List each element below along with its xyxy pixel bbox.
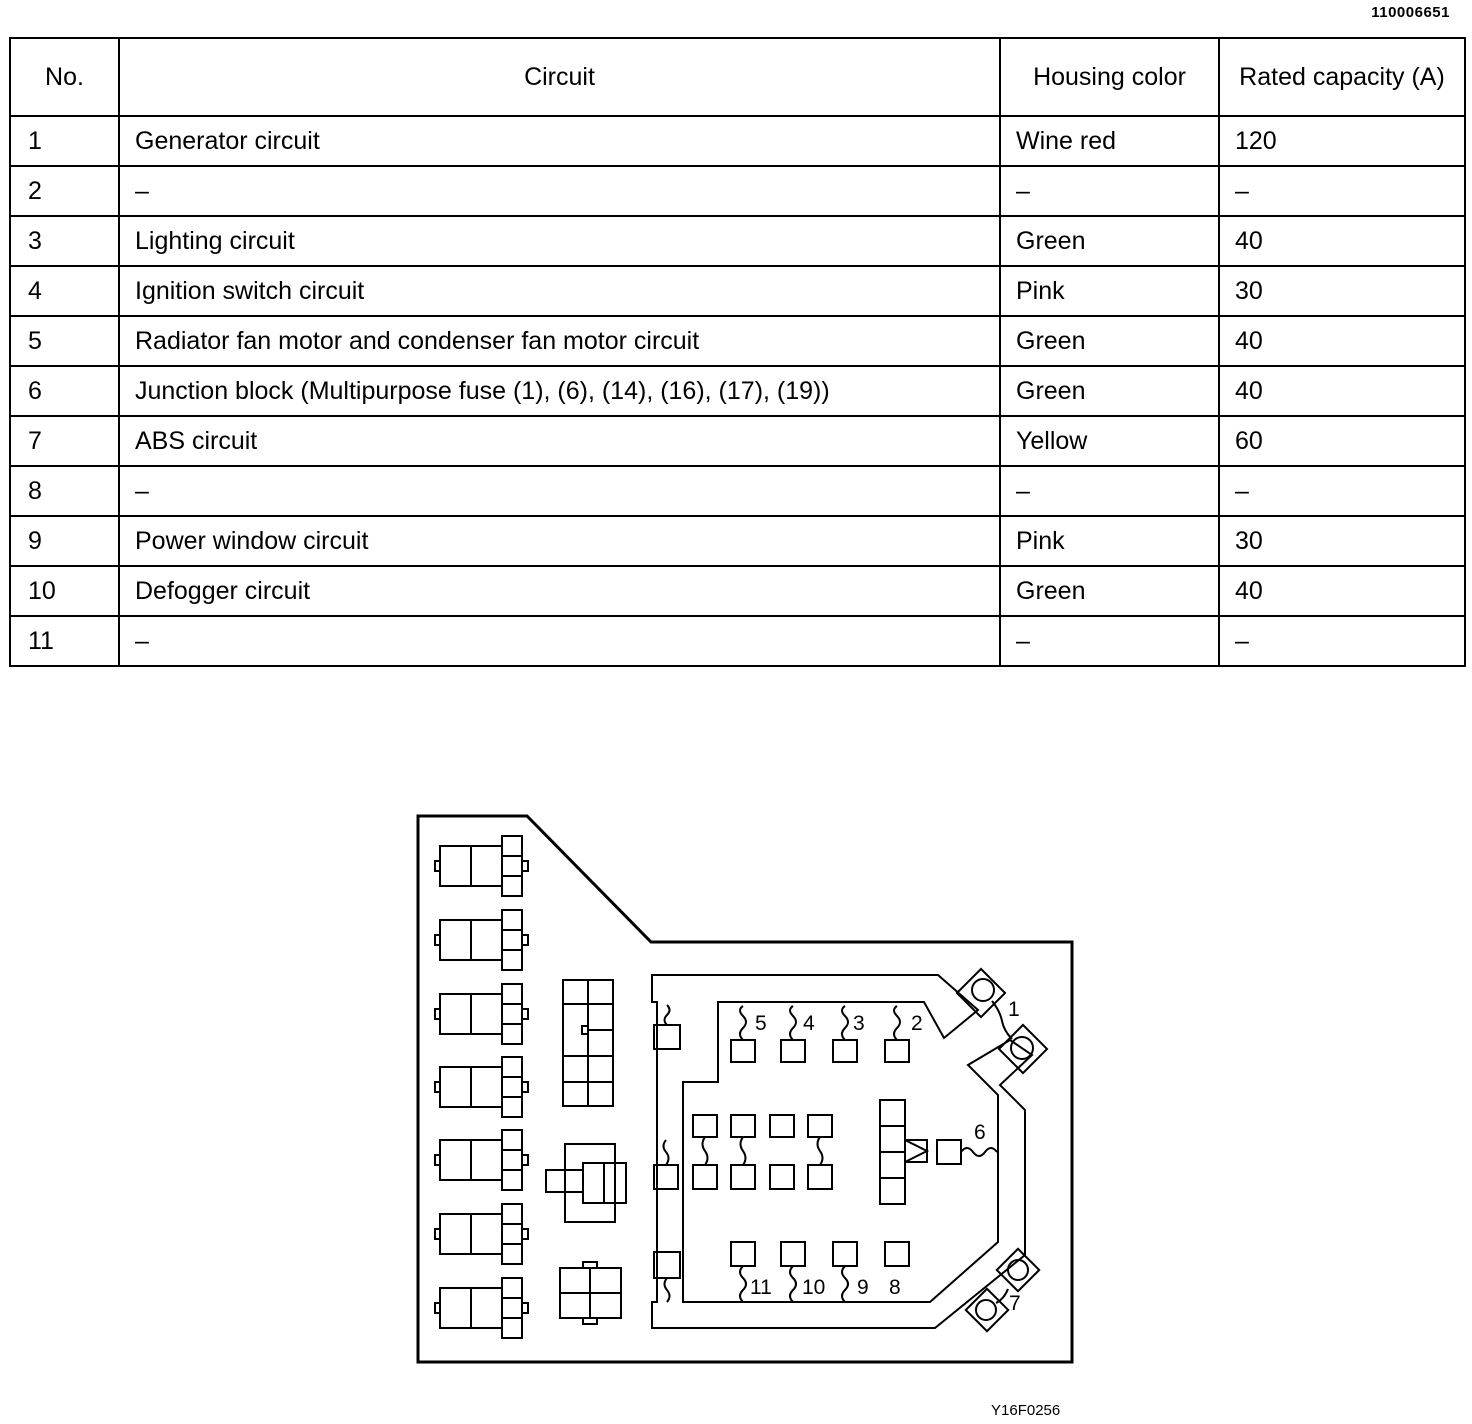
document-code: 110006651 bbox=[1371, 4, 1450, 21]
fuse-table bbox=[9, 37, 1466, 667]
header-no: No. bbox=[10, 38, 119, 116]
cell-circuit: – bbox=[119, 166, 1000, 216]
cell-circuit: Ignition switch circuit bbox=[119, 266, 1000, 316]
cell-housing-color: Green bbox=[1000, 366, 1219, 416]
table-row bbox=[10, 366, 1465, 416]
table-row bbox=[10, 266, 1465, 316]
cell-no: 10 bbox=[10, 566, 119, 616]
cell-no: 1 bbox=[10, 116, 119, 166]
cell-no: 6 bbox=[10, 366, 119, 416]
cell-no: 9 bbox=[10, 516, 119, 566]
cell-housing-color: – bbox=[1000, 466, 1219, 516]
cell-rated-capacity: – bbox=[1219, 466, 1465, 516]
cell-circuit: – bbox=[119, 616, 1000, 666]
cell-rated-capacity: 40 bbox=[1219, 216, 1465, 266]
cell-circuit: Generator circuit bbox=[119, 116, 1000, 166]
callout-7: 7 bbox=[1009, 1292, 1021, 1315]
table-row bbox=[10, 216, 1465, 266]
cell-no: 8 bbox=[10, 466, 119, 516]
cell-housing-color: – bbox=[1000, 616, 1219, 666]
callout-11: 11 bbox=[750, 1276, 772, 1299]
table-row bbox=[10, 416, 1465, 466]
cell-housing-color: Wine red bbox=[1000, 116, 1219, 166]
callout-3: 3 bbox=[853, 1012, 865, 1035]
cell-circuit: Lighting circuit bbox=[119, 216, 1000, 266]
cell-no: 7 bbox=[10, 416, 119, 466]
callout-1: 1 bbox=[1008, 998, 1020, 1021]
cell-rated-capacity: – bbox=[1219, 616, 1465, 666]
table-header-row bbox=[10, 38, 1465, 116]
header-housing-color: Housing color bbox=[1000, 38, 1219, 116]
fuse-box-diagram bbox=[0, 700, 1472, 1400]
table-row bbox=[10, 316, 1465, 366]
cell-circuit: Radiator fan motor and condenser fan motor circuit bbox=[119, 316, 1000, 366]
callout-4: 4 bbox=[803, 1012, 815, 1035]
table-row bbox=[10, 566, 1465, 616]
cell-no: 11 bbox=[10, 616, 119, 666]
cell-rated-capacity: 40 bbox=[1219, 566, 1465, 616]
callout-6: 6 bbox=[974, 1121, 986, 1144]
cell-no: 4 bbox=[10, 266, 119, 316]
cell-housing-color: Yellow bbox=[1000, 416, 1219, 466]
table-row bbox=[10, 516, 1465, 566]
cell-circuit: – bbox=[119, 466, 1000, 516]
cell-circuit: Junction block (Multipurpose fuse (1), (6), (14), (16), (17), (19)) bbox=[119, 366, 1000, 416]
cell-circuit: ABS circuit bbox=[119, 416, 1000, 466]
cell-housing-color: Pink bbox=[1000, 516, 1219, 566]
table-row bbox=[10, 616, 1465, 666]
cell-circuit: Power window circuit bbox=[119, 516, 1000, 566]
header-rated-capacity: Rated capacity (A) bbox=[1219, 38, 1465, 116]
cell-no: 3 bbox=[10, 216, 119, 266]
callout-10: 10 bbox=[802, 1276, 826, 1299]
relay-block-middle bbox=[546, 1144, 626, 1222]
cell-rated-capacity: 120 bbox=[1219, 116, 1465, 166]
relay-block-upper bbox=[563, 980, 613, 1106]
fuse-row-top bbox=[654, 1005, 909, 1062]
relay-column-left bbox=[435, 836, 528, 1338]
relay-block-lower bbox=[560, 1262, 621, 1324]
cell-housing-color: – bbox=[1000, 166, 1219, 216]
cell-housing-color: Green bbox=[1000, 316, 1219, 366]
cell-rated-capacity: 30 bbox=[1219, 516, 1465, 566]
table-row bbox=[10, 466, 1465, 516]
cell-housing-color: Pink bbox=[1000, 266, 1219, 316]
cell-rated-capacity: 40 bbox=[1219, 316, 1465, 366]
figure-code: Y16F0256 bbox=[991, 1402, 1061, 1419]
header-circuit: Circuit bbox=[119, 38, 1000, 116]
callout-2: 2 bbox=[911, 1012, 923, 1035]
table-row bbox=[10, 166, 1465, 216]
callout-9: 9 bbox=[857, 1276, 869, 1299]
cell-rated-capacity: – bbox=[1219, 166, 1465, 216]
cell-no: 2 bbox=[10, 166, 119, 216]
cell-housing-color: Green bbox=[1000, 566, 1219, 616]
cell-no: 5 bbox=[10, 316, 119, 366]
cell-rated-capacity: 30 bbox=[1219, 266, 1465, 316]
cell-housing-color: Green bbox=[1000, 216, 1219, 266]
callout-5: 5 bbox=[755, 1012, 767, 1035]
fuse-row-bottom bbox=[654, 1242, 909, 1302]
table-row bbox=[10, 116, 1465, 166]
cell-rated-capacity: 60 bbox=[1219, 416, 1465, 466]
callout-8: 8 bbox=[889, 1276, 901, 1299]
cell-circuit: Defogger circuit bbox=[119, 566, 1000, 616]
cell-rated-capacity: 40 bbox=[1219, 366, 1465, 416]
fuse-grid-middle bbox=[654, 1115, 832, 1189]
junction-connector bbox=[880, 1100, 997, 1204]
